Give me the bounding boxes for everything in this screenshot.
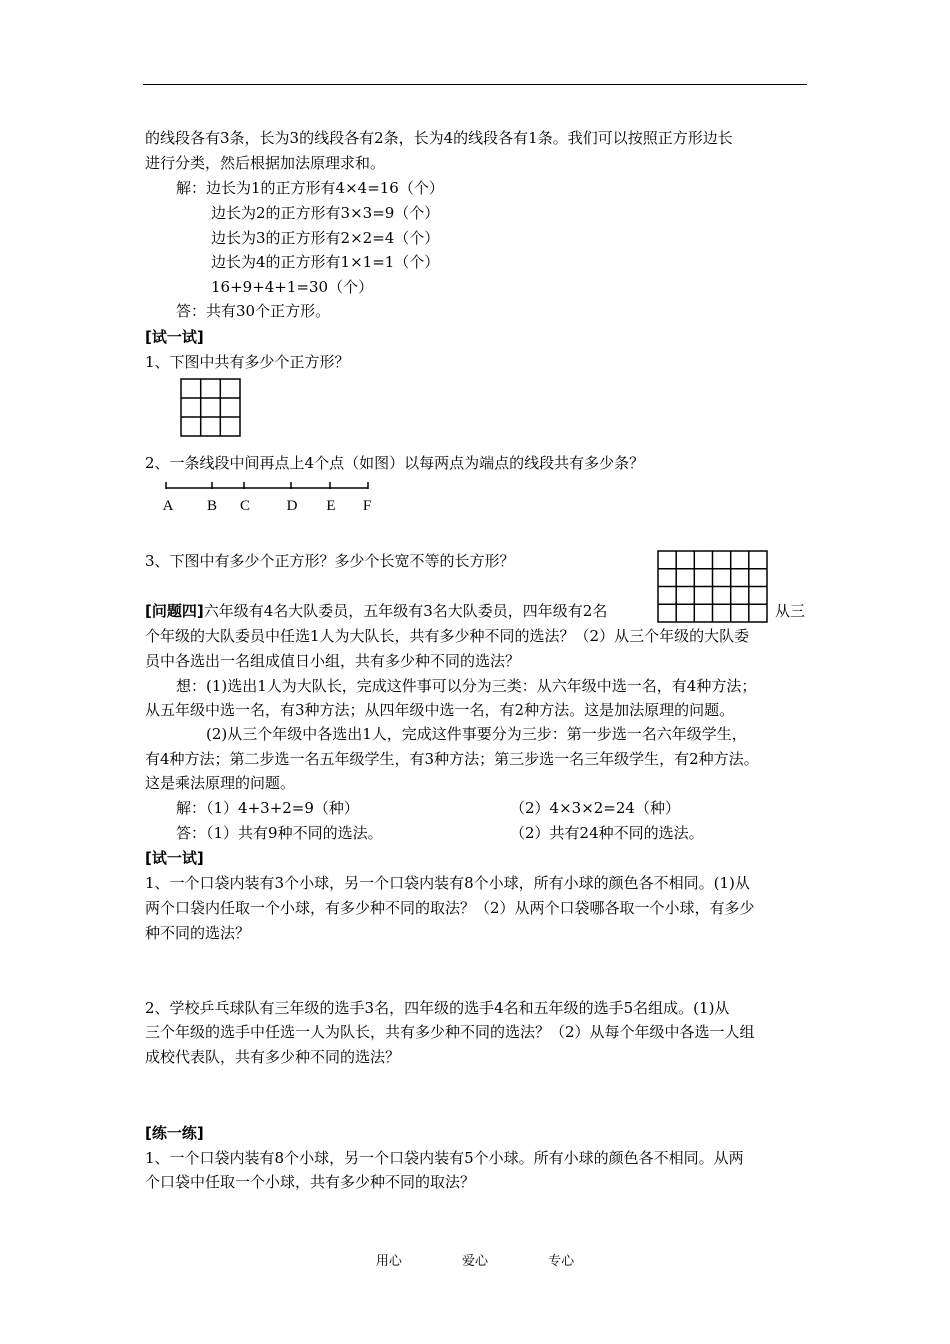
segment-label: D xyxy=(286,498,298,514)
segment-label: C xyxy=(239,498,251,514)
text-line: 的线段各有3条，长为3的线段各有2条，长为4的线段各有1条。我们可以按照正方形边长 xyxy=(145,129,733,147)
segment-label: B xyxy=(206,498,218,514)
grid-6x4-figure xyxy=(657,550,769,624)
segment-label: E xyxy=(326,498,336,514)
problem-4-text: 六年级有4名大队委员，五年级有3名大队委员，四年级有2名 xyxy=(203,602,608,620)
section-heading: [试一试] xyxy=(145,328,204,346)
exercise-1: 两个口袋内任取一个小球，有多少种不同的取法？（2）从两个口袋哪各取一个小球，有多少 xyxy=(145,899,755,917)
answer-line: 答：（1）共有9种不同的选法。 xyxy=(176,824,383,842)
grid-3x3-figure xyxy=(180,378,242,438)
question-3: 3、下图中有多少个正方形？多少个长宽不等的长方形？ xyxy=(145,552,515,570)
solution-line: 16+9+4+1=30（个） xyxy=(211,278,374,296)
section-heading: [练一练] xyxy=(145,1124,204,1142)
footer-text: 用心 xyxy=(375,1254,402,1269)
answer-line: 答：共有30个正方形。 xyxy=(176,302,331,320)
solution-line: 解：边长为1的正方形有4×4=16（个） xyxy=(176,179,444,197)
thinking-line: 这是乘法原理的问题。 xyxy=(145,774,296,792)
practice-1: 1、一个口袋内装有8个小球，另一个口袋内装有5个小球。所有小球的颜色各不相同。从两 xyxy=(145,1149,744,1167)
solution-line: 边长为3的正方形有2×2=4（个） xyxy=(211,229,440,247)
exercise-2: 2、学校乒乓球队有三年级的选手3名，四年级的选手4名和五年级的选手5名组成。(1)从 xyxy=(145,999,730,1017)
section-heading: [试一试] xyxy=(145,849,204,867)
segment-figure xyxy=(160,478,380,514)
footer-text: 专心 xyxy=(548,1254,575,1269)
exercise-2: 三个年级的选手中任选一人为队长，共有多少种不同的选法？（2）从每个年级中各选一人组 xyxy=(145,1023,755,1041)
problem-4-text: 个年级的大队委员中任选1人为大队长，共有多少种不同的选法？（2）从三个年级的大队委 xyxy=(145,627,750,645)
problem-4-line xyxy=(145,601,607,621)
question-1: 1、下图中共有多少个正方形？ xyxy=(145,353,350,371)
thinking-line: 想：(1)选出1人为大队长，完成这件事可以分为三类：从六年级中选一名，有4种方法； xyxy=(176,677,757,695)
problem-4-heading: [问题四] xyxy=(145,602,204,620)
segment-label: F xyxy=(362,498,372,514)
thinking-line: 有4种方法；第二步选一名五年级学生，有3种方法；第三步选一名三年级学生，有2种方法。 xyxy=(145,750,759,768)
problem-4-text-tail: 从三 xyxy=(775,602,806,620)
thinking-line: 从五年级中选一名，有3种方法；从四年级中选一名，有2种方法。这是加法原理的问题。 xyxy=(145,701,735,719)
page-footer xyxy=(0,1250,950,1269)
answer-line: （2）共有24种不同的选法。 xyxy=(510,824,704,842)
footer-text: 爱心 xyxy=(461,1254,488,1269)
problem-4-text: 员中各选出一名组成值日小组，共有多少种不同的选法？ xyxy=(145,652,521,670)
header-rule xyxy=(143,84,807,85)
exercise-1: 种不同的选法？ xyxy=(145,924,251,942)
practice-1: 个口袋中任取一个小球，共有多少种不同的取法？ xyxy=(145,1173,476,1191)
thinking-line: (2)从三个年级中各选出1人，完成这件事要分为三步：第一步选一名六年级学生， xyxy=(206,725,747,743)
segment-label: A xyxy=(162,498,174,514)
solution-line: （2）4×3×2=24（种） xyxy=(510,799,680,817)
exercise-2: 成校代表队，共有多少种不同的选法？ xyxy=(145,1048,401,1066)
text-line: 进行分类，然后根据加法原理求和。 xyxy=(145,154,386,172)
question-2: 2、一条线段中间再点上4个点（如图）以每两点为端点的线段共有多少条？ xyxy=(145,454,645,472)
solution-line: 边长为4的正方形有1×1=1（个） xyxy=(211,253,440,271)
exercise-1: 1、一个口袋内装有3个小球，另一个口袋内装有8个小球，所有小球的颜色各不相同。(1)从 xyxy=(145,874,750,892)
solution-line: 解：（1）4+3+2=9（种） xyxy=(176,799,359,817)
solution-line: 边长为2的正方形有3×3=9（个） xyxy=(211,204,440,222)
